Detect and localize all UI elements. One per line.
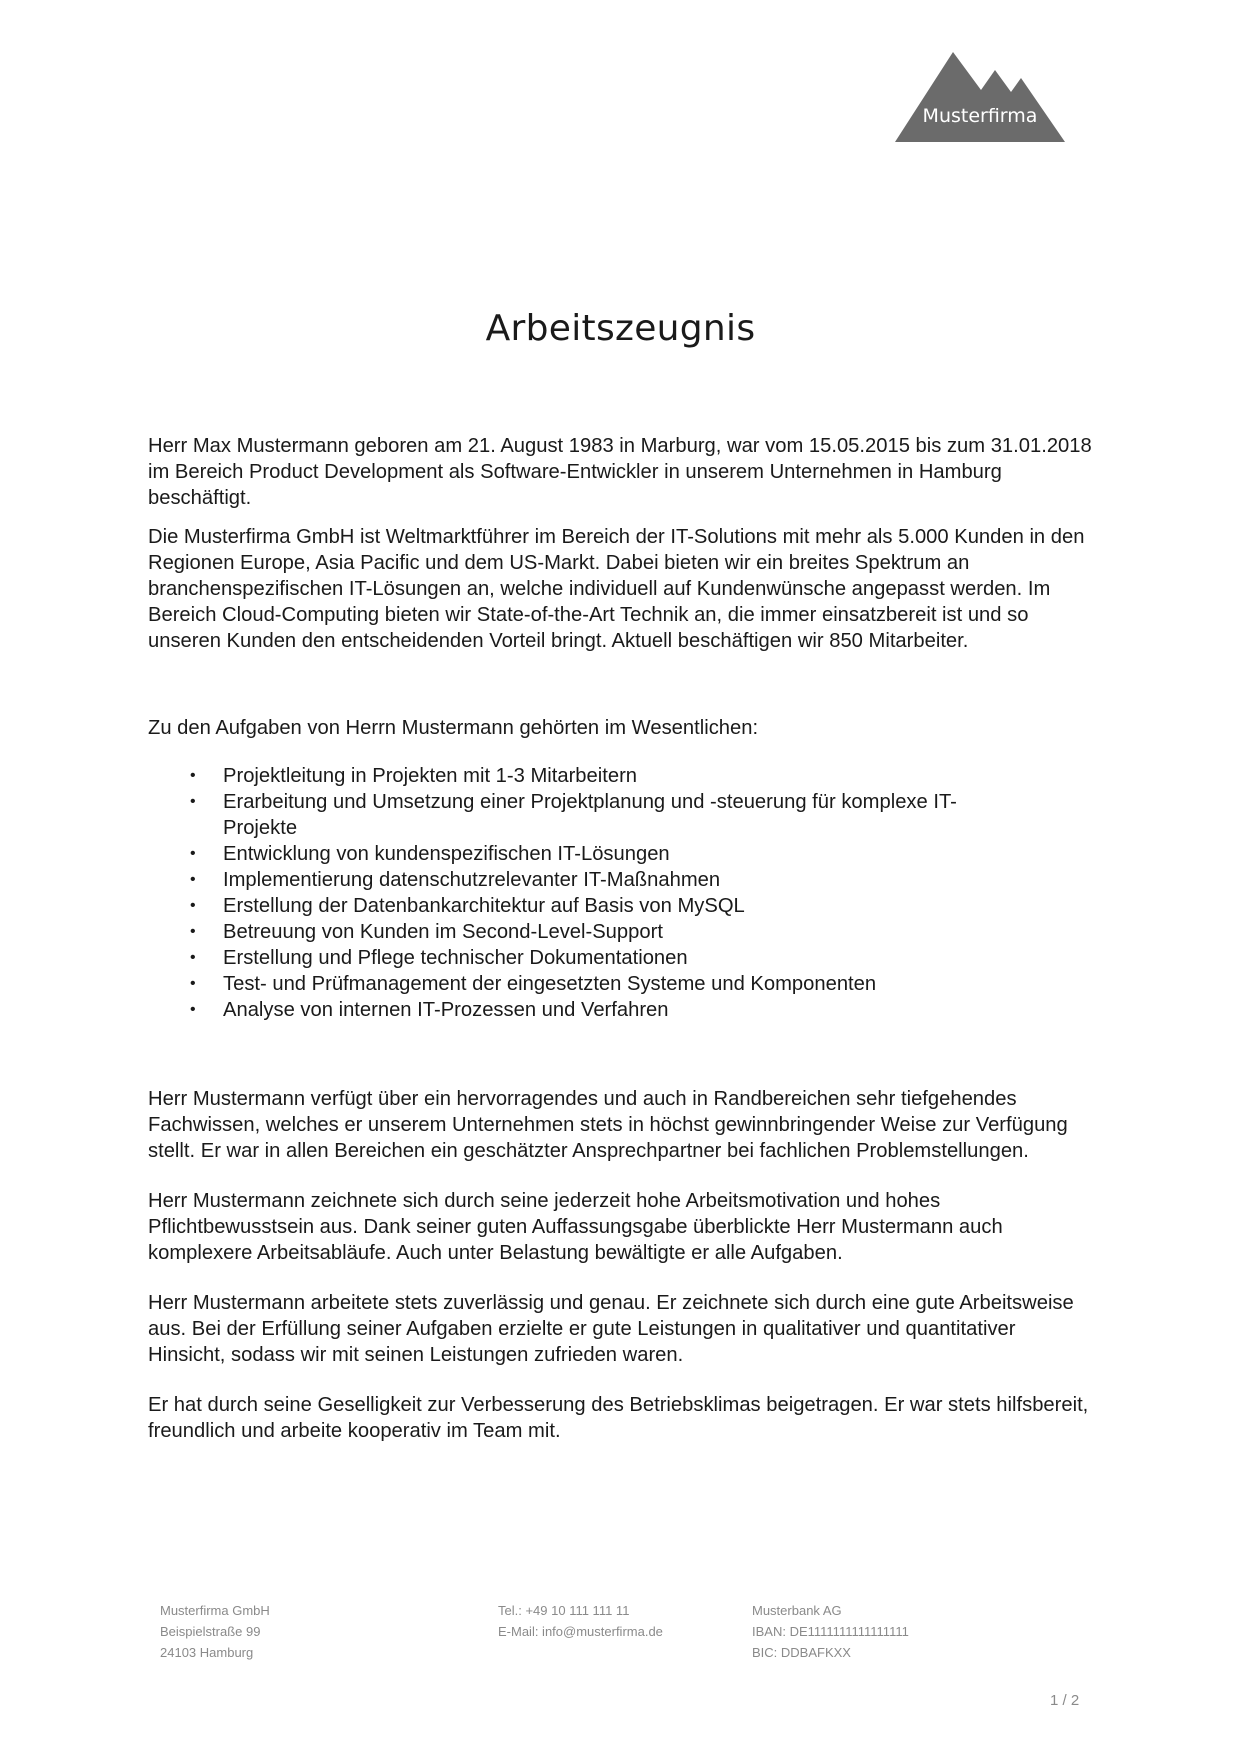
list-item: • Projektleitung in Projekten mit 1-3 Mitarbeitern <box>190 765 638 787</box>
paragraph-motivation: Herr Mustermann zeichnete sich durch seine jederzeit hohe Arbeitsmotivation und hohes Pflichtbewusstsein aus. Dank seiner guten Auffassungsgabe überblickte Herr Mustermann auch komplexere Arbeitsabläufe. Auch unter Belastung bewältigte er alle Aufgaben. <box>148 1190 1003 1264</box>
page-number: 1 / 2 <box>1050 1692 1080 1709</box>
bullet-icon: • <box>190 871 196 888</box>
list-item: • Erstellung und Pflege technischer Dokumentationen <box>190 947 688 969</box>
paragraph-employment: Herr Max Mustermann geboren am 21. August 1983 in Marburg, war vom 15.05.2015 bis zum 31.01.2018 im Bereich Product Development als Software-Entwickler in unserem Unternehmen in Hamburg beschäftigt. <box>148 435 1092 509</box>
footer-address <box>160 1600 270 1663</box>
bank-name: Musterbank AG <box>752 1603 842 1618</box>
logo-text: Musterfirma <box>922 105 1038 127</box>
bullet-icon: • <box>190 1001 196 1018</box>
list-item: • Betreuung von Kunden im Second-Level-Support <box>190 921 663 943</box>
bullet-icon: • <box>190 923 196 940</box>
bullet-icon: • <box>190 975 196 992</box>
task-list <box>148 763 1093 1023</box>
bullet-icon: • <box>190 793 196 810</box>
list-item: • Implementierung datenschutzrelevanter IT-Maßnahmen <box>190 869 721 891</box>
street: Beispielstraße 99 <box>160 1624 261 1639</box>
paragraph-knowledge: Herr Mustermann verfügt über ein hervorragendes und auch in Randbereichen sehr tiefgehendes Fachwissen, welches er unserem Unternehmen stets in höchst gewinnbringender Weise zur Verfügung stellt. Er war in allen Bereichen ein geschätzter Ansprechpartner bei fachlichen Problemstellungen. <box>148 1088 1068 1162</box>
document-body <box>148 433 1093 1444</box>
bullet-icon: • <box>190 767 196 784</box>
list-item: • Entwicklung von kundenspezifischen IT-Lösungen <box>190 843 670 865</box>
bullet-icon: • <box>190 897 196 914</box>
footer-bank <box>752 1600 909 1663</box>
tasks-intro: Zu den Aufgaben von Herrn Mustermann gehörten im Wesentlichen: <box>148 717 759 739</box>
paragraph-performance: Herr Mustermann arbeitete stets zuverlässig und genau. Er zeichnete sich durch eine gute Arbeitsweise aus. Bei der Erfüllung seiner Aufgaben erzielte er gute Leistungen in qualitativer und quantitativer Hinsicht, sodass wir mit seinen Leistungen zufrieden waren. <box>148 1292 1074 1366</box>
mountain-logo-icon <box>895 50 1065 142</box>
email: E-Mail: info@musterfirma.de <box>498 1624 663 1639</box>
list-item: • Erarbeitung und Umsetzung einer Projektplanung und -steuerung für komplexe IT-Projekte <box>190 791 957 839</box>
document-title: Arbeitszeugnis <box>485 308 756 349</box>
list-item: • Test- und Prüfmanagement der eingesetzten Systeme und Komponenten <box>190 973 877 995</box>
phone: Tel.: +49 10 111 111 11 <box>498 1603 630 1618</box>
bic: BIC: DDBAFKXX <box>752 1645 851 1660</box>
list-item: • Erstellung der Datenbankarchitektur auf Basis von MySQL <box>190 895 745 917</box>
paragraph-company: Die Musterfirma GmbH ist Weltmarktführer im Bereich der IT-Solutions mit mehr als 5.000 Kunden in den Regionen Europe, Asia Pacific und dem US-Markt. Dabei bieten wir ein breites Spektrum an branchenspezifischen IT-Lösungen an, welche individuell auf Kundenwünsche angepasst werden. Im Bereich Cloud-Computing bieten wir State-of-the-Art Technik an, die immer einsatzbereit ist und so unseren Kunden den entscheidenden Vorteil bringt. Aktuell beschäftigen wir 850 Mitarbeiter. <box>148 526 1085 652</box>
iban: IBAN: DE1111111111111111 <box>752 1624 909 1639</box>
company-logo <box>895 50 1065 142</box>
footer-contact <box>498 1600 663 1642</box>
paragraph-social: Er hat durch seine Geselligkeit zur Verbesserung des Betriebsklimas beigetragen. Er war stets hilfsbereit, freundlich und arbeite kooperativ im Team mit. <box>148 1394 1089 1442</box>
bullet-icon: • <box>190 949 196 966</box>
bullet-icon: • <box>190 845 196 862</box>
city: 24103 Hamburg <box>160 1645 254 1660</box>
company-name: Musterfirma GmbH <box>160 1603 270 1618</box>
list-item: • Analyse von internen IT-Prozessen und Verfahren <box>190 999 669 1021</box>
